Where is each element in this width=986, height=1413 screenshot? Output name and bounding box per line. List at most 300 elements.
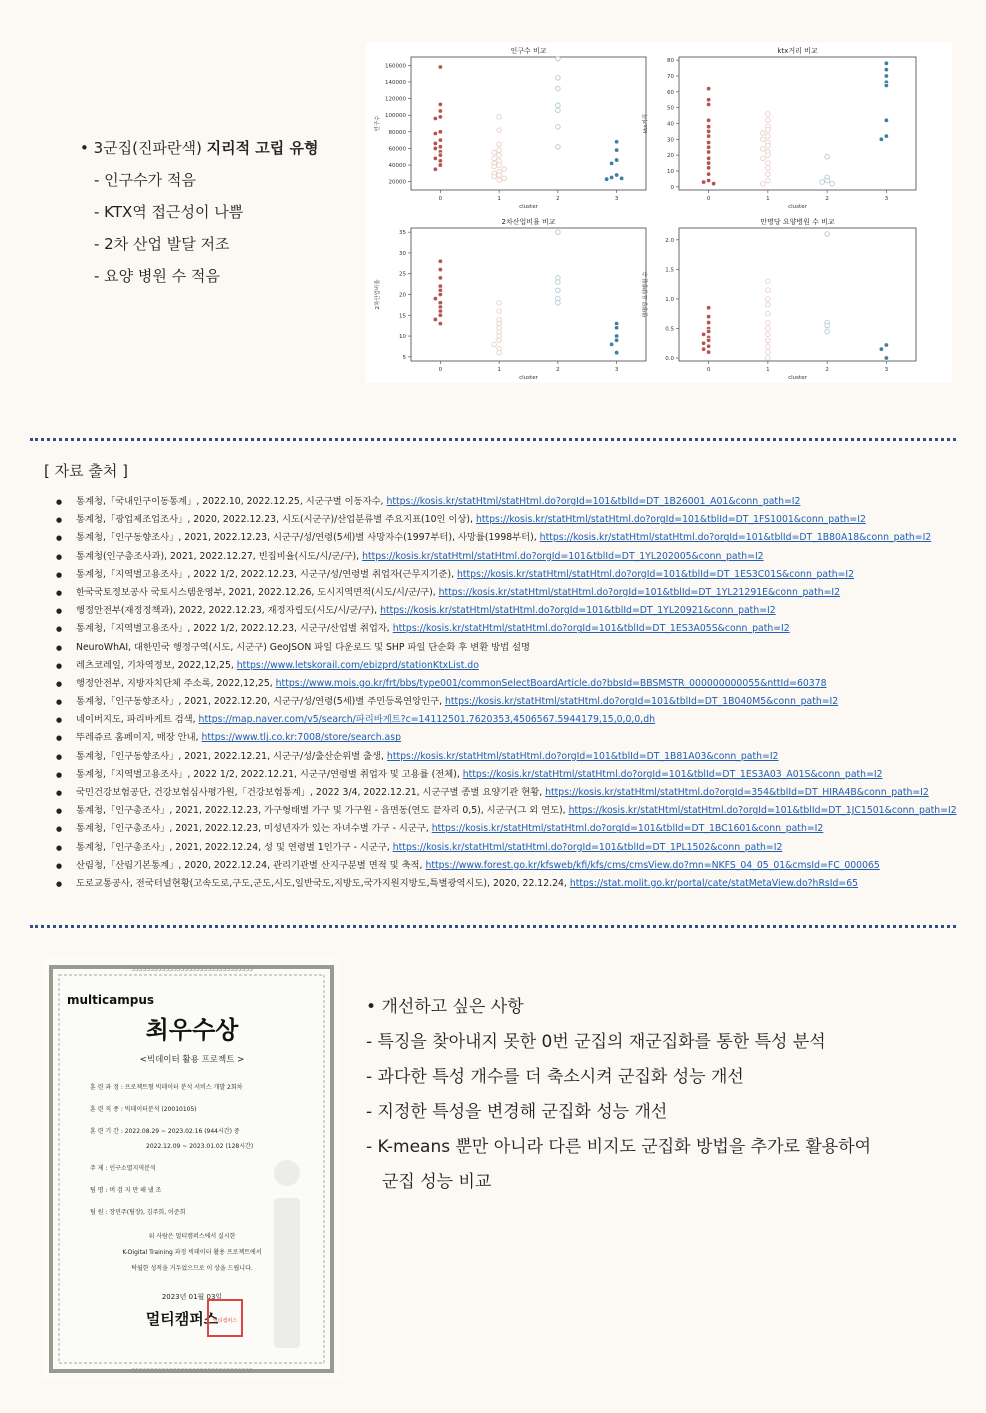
data-point: [706, 344, 711, 349]
data-point: [438, 102, 443, 107]
data-point: [701, 341, 706, 346]
data-point: [766, 297, 771, 302]
data-point: [825, 154, 830, 159]
data-point: [706, 134, 711, 139]
cluster3-item: - KTX역 접근성이 나쁨: [94, 203, 244, 221]
data-point: [614, 350, 619, 355]
x-tick-label: 0: [706, 196, 711, 202]
data-point: [706, 140, 711, 145]
certificate-seal-text: 멀티캠퍼스: [212, 1318, 238, 1324]
source-text: 통계청,「인구총조사」, 2021, 2022.12.24, 성 및 연령별 1인가구 - 시군구,: [76, 841, 393, 853]
data-point: [614, 338, 619, 343]
y-axis-label: 만명당 요양병원 수: [643, 271, 649, 318]
y-tick-label: 40000: [388, 163, 406, 170]
certificate-border-pattern: SSSSSSSSSSSSSSSSSSSSSSSSSSSSSSSS: [131, 1368, 253, 1375]
data-point: [766, 332, 771, 337]
data-point: [556, 56, 561, 61]
x-tick-label: 3: [614, 367, 619, 373]
source-item: [56, 548, 956, 566]
data-point: [701, 332, 706, 337]
source-link[interactable]: https://kosis.kr/statHtml/statHtml.do?orgId=101&tblId=DT_1B81A03&conn_path=I2: [386, 750, 779, 762]
source-item: [56, 584, 956, 602]
data-point: [766, 178, 771, 183]
improvements-section: [366, 990, 871, 1200]
data-point: [438, 65, 443, 70]
data-point: [609, 175, 614, 180]
source-item: [56, 766, 956, 784]
data-point: [879, 347, 884, 352]
source-text: 통계청,「인구동향조사」, 2021, 2022.12.21, 시군구/성/출산순위별 출생,: [76, 750, 387, 762]
data-point: [766, 338, 771, 343]
source-text: 도로교통공사, 전국터널현황(고속도로,구도,군도,시도,일반국도,지방도,국가지원지방도,특별광역시도), 2020, 22.12.24,: [76, 877, 570, 889]
data-point: [706, 314, 711, 319]
improvement-item: - 과다한 특성 개수를 더 축소시켜 군집화 성능 개선: [366, 1067, 744, 1087]
y-axis-label: 인구수: [375, 115, 381, 132]
source-link[interactable]: https://kosis.kr/statHtml/statHtml.do?orgId=101&tblId=DT_1PL1502&conn_path=I2: [392, 841, 783, 853]
data-point: [438, 276, 443, 281]
data-point: [614, 173, 619, 178]
source-item: [56, 566, 956, 584]
y-axis-label: 2차산업비율: [375, 279, 381, 310]
data-point: [825, 232, 830, 237]
data-point: [438, 313, 443, 318]
data-point: [766, 344, 771, 349]
data-point: [766, 166, 771, 171]
certificate-line: 2022.12.09 ~ 2023.01.02 (128시간): [146, 1143, 254, 1150]
source-text: 행정안전부, 지방자치단체 주소록, 2022,12,25,: [76, 677, 276, 689]
y-tick-label: 35: [399, 230, 406, 237]
data-point: [711, 181, 716, 186]
source-text: 통계청,「국내인구이동통계」, 2022.10, 2022.12.25, 시군구별 이동자수,: [76, 496, 387, 507]
sources-list: [56, 493, 956, 893]
x-tick-label: 1: [497, 196, 501, 202]
data-point: [614, 148, 619, 153]
source-link[interactable]: https://kosis.kr/statHtml/statHtml.do?orgId=101&tblId=DT_1ES3A05S&conn_path=I2: [392, 623, 790, 635]
data-point: [556, 103, 561, 108]
improvement-item-continuation: 군집 성능 비교: [382, 1172, 492, 1192]
source-item: [56, 802, 956, 820]
source-text: 행정안전부(재정정책과), 2022, 2022.12.23, 재정자립도(시도/시/군/구),: [76, 605, 381, 617]
y-tick-label: 5: [402, 354, 406, 361]
source-item: [56, 511, 956, 529]
dotted-divider: [30, 925, 956, 928]
data-point: [706, 306, 711, 311]
data-point: [706, 338, 711, 343]
source-text: 국민건강보험공단, 건강보험심사평가원,「건강보험통계」, 2022 3/4, 2022.12.21, 시군구별 종별 요양기관 현황,: [76, 787, 546, 798]
source-text: 통계청,「인구동향조사」, 2021, 2022.12.23, 시군구/성/연령(5세)별 사망자수(1997부터), 사망률(1998부터),: [76, 532, 540, 544]
data-point: [433, 296, 438, 301]
x-tick-label: 1: [766, 196, 770, 202]
y-axis-label: ktx거리: [643, 113, 649, 134]
data-point: [825, 323, 830, 328]
certificate-body: 탁월한 성적을 거두었으므로 이 상을 드립니다.: [131, 1265, 253, 1272]
data-point: [701, 180, 706, 185]
data-point: [706, 86, 711, 91]
data-point: [766, 288, 771, 293]
y-tick-label: 100000: [385, 113, 406, 120]
data-point: [706, 102, 711, 107]
source-item: [56, 748, 956, 766]
data-point: [497, 115, 502, 120]
x-tick-label: 3: [614, 196, 619, 202]
data-point: [438, 109, 443, 114]
y-tick-label: 0.5: [665, 326, 674, 333]
x-tick-label: 2: [556, 367, 560, 373]
data-point: [502, 176, 507, 181]
improvement-item: - 지정한 특성을 변경해 군집화 성능 개선: [366, 1102, 668, 1122]
source-item: [56, 602, 956, 620]
source-item: [56, 839, 956, 857]
source-link[interactable]: https://kosis.kr/statHtml/statHtml.do?orgId=101&tblId=DT_1ES3C01S&conn_path=I2: [457, 568, 855, 580]
plot-frame: [411, 228, 646, 361]
data-point: [619, 176, 624, 181]
source-text: 통계청,「지역별고용조사」, 2022 1/2, 2022.12.23, 시군구/성/연령별 취업자(근무지기준),: [76, 568, 457, 580]
source-link[interactable]: https://kosis.kr/statHtml/statHtml.do?orgId=354&tblId=DT_HIRA4B&conn_path=I2: [545, 787, 929, 798]
data-point: [766, 143, 771, 148]
data-point: [438, 115, 443, 120]
data-point: [433, 116, 438, 121]
plot-frame: [679, 57, 916, 190]
data-point: [497, 350, 502, 355]
improvements-title: • 개선하고 싶은 사항: [366, 997, 524, 1017]
x-tick-label: 2: [825, 196, 829, 202]
data-point: [438, 153, 443, 158]
sources-title: [ 자료 출처 ]: [44, 462, 128, 480]
x-tick-label: 3: [884, 367, 889, 373]
watermark-shape: [274, 1160, 300, 1186]
data-point: [604, 177, 609, 182]
data-point: [706, 320, 711, 325]
data-point: [438, 292, 443, 297]
x-axis-label: cluster: [788, 204, 807, 210]
data-point: [556, 75, 561, 80]
source-item: [56, 639, 956, 657]
dotted-divider: [30, 438, 956, 441]
data-point: [438, 321, 443, 326]
data-point: [706, 129, 711, 134]
y-tick-label: 30: [667, 137, 674, 144]
data-point: [497, 173, 502, 178]
data-point: [438, 138, 443, 143]
data-point: [879, 137, 884, 142]
data-point: [766, 118, 771, 123]
source-item: [56, 529, 956, 547]
data-point: [706, 350, 711, 355]
certificate-title: 최우수상: [145, 1016, 239, 1044]
data-point: [614, 158, 619, 163]
data-point: [433, 156, 438, 161]
y-tick-label: 120000: [385, 96, 406, 103]
data-point: [766, 112, 771, 117]
data-point: [556, 280, 561, 285]
source-text: 산림청,「산림기본통계」, 2020, 2022.12.24, 관리기관별 산지구분별 면적 및 축적,: [76, 859, 426, 871]
certificate-image: [42, 958, 341, 1380]
y-tick-label: 2.0: [665, 237, 674, 244]
y-tick-label: 20: [667, 153, 674, 160]
certificate-date: 2023년 01월 03일: [161, 1293, 223, 1301]
chart-title: 만명당 요양병원 수 비교: [760, 218, 835, 226]
source-text: 통계청,「인구총조사」, 2021, 2022.12.23, 가구형태별 가구 및 가구원 - 읍면동(연도 끝자리 0,5), 시군구(그 외 연도),: [76, 805, 569, 817]
chart-panel: [373, 217, 646, 381]
certificate-line: 팀 원 : 장민주(팀장), 김주희, 이준희: [90, 1209, 186, 1216]
x-axis-label: cluster: [519, 204, 538, 210]
source-link[interactable]: https://kosis.kr/statHtml/statHtml.do?orgId=101&tblId=DT_1B26001_A01&conn_path=I2: [386, 496, 801, 507]
source-link[interactable]: https://kosis.kr/statHtml/statHtml.do?orgId=101&tblId=DT_1YL202005&conn_path=I2: [362, 550, 764, 562]
data-point: [820, 180, 825, 185]
source-link[interactable]: https://www.forest.go.kr/kfsweb/kfi/kfs/cms/cmsView.do?mn=NKFS_04_05_01&cmsId=FC_000065: [425, 859, 880, 871]
source-link[interactable]: https://kosis.kr/statHtml/statHtml.do?orgId=101&tblId=DT_1ES3A03_A01S&conn_path=I2: [462, 768, 883, 780]
data-point: [766, 153, 771, 158]
data-point: [766, 134, 771, 139]
data-point: [438, 130, 443, 135]
certificate-line: 팀 명 : 버 검 지 만 해 냈 조: [90, 1187, 162, 1194]
source-text: 통계청,「광업제조업조사」, 2020, 2022.12.23, 시도(시군구)/산업분류별 주요지표(10인 이상),: [76, 514, 476, 526]
source-text: 레츠코레일, 기차역정보, 2022,12,25,: [76, 659, 237, 671]
chart-title: 인구수 비교: [510, 47, 547, 55]
data-point: [706, 97, 711, 102]
data-point: [706, 145, 711, 150]
chart-panel: [641, 46, 916, 210]
data-point: [884, 61, 889, 66]
source-link[interactable]: https://stat.molit.go.kr/portal/cate/statMetaView.do?hRsId=65: [569, 877, 859, 889]
data-point: [433, 131, 438, 136]
certificate-line: 주 제 : 인구소멸지역분석: [90, 1165, 156, 1172]
data-point: [556, 86, 561, 91]
data-point: [556, 144, 561, 149]
certificate-subtitle: <빅데이터 활용 프로젝트 >: [139, 1055, 245, 1065]
data-point: [884, 83, 889, 88]
x-tick-label: 0: [438, 196, 443, 202]
cluster3-item: - 2차 산업 발달 저조: [94, 235, 230, 253]
x-tick-label: 2: [825, 367, 829, 373]
data-point: [766, 356, 771, 361]
y-tick-label: 40: [667, 121, 674, 128]
source-text: 뚜레쥬르 홈페이지, 매장 안내,: [76, 732, 202, 744]
data-point: [433, 146, 438, 151]
y-tick-label: 160000: [385, 63, 406, 70]
data-point: [497, 338, 502, 343]
chart-panel: [641, 217, 916, 381]
source-link[interactable]: https://kosis.kr/statHtml/statHtml.do?orgId=101&tblId=DT_1YL20921&conn_path=I2: [380, 605, 776, 617]
chart-panel: [373, 46, 646, 210]
chart-title: 2차산업비율 비교: [501, 218, 556, 226]
certificate-body: 위 사람은 멀티캠퍼스에서 실시한: [148, 1233, 236, 1240]
source-item: [56, 493, 956, 511]
source-link[interactable]: https://www.mois.go.kr/frt/bbs/type001/commonSelectBoardArticle.do?bbsId=BBSMSTR_000000000055&nttId=60378: [275, 677, 827, 689]
data-point: [492, 174, 497, 179]
data-point: [761, 131, 766, 136]
data-point: [433, 317, 438, 322]
cluster3-item: - 요양 병원 수 적음: [94, 267, 220, 285]
data-point: [438, 163, 443, 168]
data-point: [497, 301, 502, 306]
data-point: [492, 156, 497, 161]
source-link[interactable]: https://kosis.kr/statHtml/statHtml.do?orgId=101&tblId=DT_1YL21291E&conn_path=I2: [438, 586, 841, 598]
source-item: [56, 875, 956, 893]
data-point: [706, 156, 711, 161]
y-tick-label: 1.0: [665, 296, 674, 303]
cluster3-title: • 3군집(진파란색) 지리적 고립 유형: [80, 139, 319, 157]
source-text: 통계청,「인구총조사」, 2021, 2022.12.23, 미성년자가 있는 자녀수별 가구 - 시군구,: [76, 823, 432, 835]
data-point: [706, 150, 711, 155]
source-link[interactable]: https://map.naver.com/v5/search/파리바게트?c=14112501.7620353,4506567.5944179,15,0,0,0,dh: [198, 714, 656, 726]
certificate-border-pattern: SSSSSSSSSSSSSSSSSSSSSSSSSSSSSSSS: [131, 966, 253, 973]
data-point: [502, 167, 507, 172]
data-point: [556, 288, 561, 293]
data-point: [766, 303, 771, 308]
y-tick-label: 60: [667, 89, 674, 96]
source-link[interactable]: https://www.letskorail.com/ebizprd/stationKtxList.do: [236, 659, 479, 671]
y-tick-label: 140000: [385, 79, 406, 86]
data-point: [497, 178, 502, 183]
certificate-issuer: 멀티캠퍼스: [145, 1310, 219, 1328]
certificate-line: 훈 련 과 정 : 프로젝트형 빅데이터 분석 서비스 개발 2회차: [90, 1084, 243, 1091]
source-link[interactable]: https://www.tlj.co.kr:7008/store/search.asp: [201, 732, 402, 744]
data-point: [884, 356, 889, 361]
source-link[interactable]: https://kosis.kr/statHtml/statHtml.do?orgId=101&tblId=DT_1B040M5&conn_path=I2: [445, 696, 839, 708]
x-tick-label: 1: [766, 367, 770, 373]
data-point: [497, 153, 502, 158]
y-tick-label: 25: [399, 271, 406, 278]
source-item: [56, 729, 956, 747]
data-point: [761, 137, 766, 142]
source-text: 네이버지도, 파리바게트 검색,: [76, 714, 199, 726]
data-point: [438, 259, 443, 264]
source-item: [56, 620, 956, 638]
data-point: [830, 181, 835, 186]
data-point: [766, 320, 771, 325]
data-point: [497, 148, 502, 153]
data-point: [497, 142, 502, 147]
y-tick-label: 1.5: [665, 267, 674, 274]
certificate-line: 훈 련 기 간 : 2022.08.29 ~ 2023.02.16 (944시간) 중: [90, 1128, 240, 1135]
source-item: [56, 693, 956, 711]
plot-frame: [679, 228, 916, 361]
chart-title: ktx거리 비교: [777, 47, 818, 55]
x-axis-label: cluster: [519, 375, 538, 381]
source-item: [56, 820, 956, 838]
data-point: [884, 118, 889, 123]
y-tick-label: 60000: [388, 146, 406, 153]
data-point: [706, 172, 711, 177]
data-point: [761, 156, 766, 161]
data-point: [492, 150, 497, 155]
data-point: [766, 279, 771, 284]
award-certificate: [42, 958, 341, 1380]
source-text: 통계청,「지역별고용조사」, 2022 1/2, 2022.12.21, 시군구/연령별 취업자 및 고용률 (전체),: [76, 768, 463, 780]
data-point: [766, 311, 771, 316]
y-tick-label: 30: [399, 250, 406, 257]
data-point: [884, 67, 889, 72]
data-point: [766, 172, 771, 177]
y-tick-label: 15: [399, 313, 406, 320]
x-tick-label: 0: [706, 367, 711, 373]
data-point: [497, 163, 502, 168]
improvement-item: - 특징을 찾아내지 못한 0번 군집의 재군집화를 통한 특성 분석: [366, 1032, 826, 1052]
y-tick-label: 10: [399, 334, 406, 341]
x-tick-label: 1: [497, 367, 501, 373]
data-point: [556, 108, 561, 113]
source-link[interactable]: https://kosis.kr/statHtml/statHtml.do?orgId=101&tblId=DT_1JC1501&conn_path=I2: [568, 805, 957, 817]
data-point: [609, 342, 614, 347]
data-point: [556, 301, 561, 306]
y-tick-label: 50: [667, 105, 674, 112]
source-item: [56, 711, 956, 729]
data-point: [706, 178, 711, 183]
data-point: [492, 164, 497, 169]
y-tick-label: 0: [670, 184, 674, 191]
cluster3-description: [80, 132, 319, 292]
data-point: [556, 230, 561, 235]
source-text: NeuroWhAI, 대한민국 행정구역(시도, 시군구) GeoJSON 파일 다운로드 및 SHP 파일 단순화 후 변환 방법 설명: [76, 641, 531, 653]
data-point: [433, 141, 438, 146]
x-tick-label: 3: [884, 196, 889, 202]
source-link[interactable]: https://kosis.kr/statHtml/statHtml.do?orgId=101&tblId=DT_1FS1001&conn_path=I2: [475, 514, 866, 526]
source-link[interactable]: https://kosis.kr/statHtml/statHtml.do?orgId=101&tblId=DT_1BC1601&conn_path=I2: [431, 823, 824, 835]
data-point: [438, 144, 443, 149]
data-point: [825, 178, 830, 183]
data-point: [766, 326, 771, 331]
data-point: [884, 343, 889, 348]
data-point: [706, 118, 711, 123]
data-point: [766, 161, 771, 166]
source-text: 통계청,「지역별고용조사」, 2022 1/2, 2022.12.23, 시군구/산업별 취업자,: [76, 623, 393, 635]
data-point: [614, 139, 619, 144]
source-text: 통계청,「인구동향조사」, 2021, 2022.12.20, 시군구/성/연령(5세)별 주민등록연앙인구,: [76, 696, 445, 708]
y-tick-label: 20000: [388, 179, 406, 186]
source-text: 통계청(인구총조사과), 2021, 2022.12.27, 빈집비율(시도/시/군/구),: [76, 550, 363, 562]
improvement-item: - K-means 뿐만 아니라 다른 비지도 군집화 방법을 추가로 활용하여: [366, 1137, 872, 1157]
y-tick-label: 80000: [388, 129, 406, 136]
certificate-body: K-Digital Training 과정 빅데이터 활용 프로젝트에서: [122, 1249, 262, 1256]
x-axis-label: cluster: [788, 375, 807, 381]
certificate-logo: multicampus: [67, 993, 154, 1007]
cluster3-item: - 인구수가 적음: [94, 171, 196, 189]
watermark-shape: [274, 1198, 300, 1348]
data-point: [701, 347, 706, 352]
source-text: 한국국토정보공사 국토시스템운영부, 2021, 2022.12.26, 도시지역면적(시도/시/군/구),: [76, 586, 439, 598]
data-point: [766, 350, 771, 355]
source-item: [56, 657, 956, 675]
data-point: [884, 74, 889, 79]
data-point: [761, 147, 766, 152]
cluster-comparison-charts: [366, 42, 952, 383]
y-tick-label: 0.0: [665, 356, 674, 363]
data-point: [556, 125, 561, 130]
source-item: [56, 675, 956, 693]
data-point: [761, 181, 766, 186]
source-item: [56, 784, 956, 802]
data-point: [706, 124, 711, 129]
certificate-line: 훈 련 직 종 : 빅데이터분석 (20010105): [90, 1106, 197, 1113]
y-tick-label: 70: [667, 74, 674, 80]
data-point: [497, 128, 502, 133]
data-point: [825, 329, 830, 334]
data-point: [609, 161, 614, 166]
source-item: [56, 857, 956, 875]
swarm-plots-svg: [366, 42, 952, 383]
source-link[interactable]: https://kosis.kr/statHtml/statHtml.do?orgId=101&tblId=DT_1B80A18&conn_path=I2: [539, 532, 932, 544]
x-tick-label: 0: [438, 367, 443, 373]
plot-frame: [411, 57, 646, 190]
data-point: [492, 342, 497, 347]
data-point: [884, 134, 889, 139]
y-tick-label: 20: [399, 292, 406, 299]
x-tick-label: 2: [556, 196, 560, 202]
data-point: [433, 167, 438, 172]
y-tick-label: 80: [667, 58, 674, 65]
data-point: [497, 309, 502, 314]
